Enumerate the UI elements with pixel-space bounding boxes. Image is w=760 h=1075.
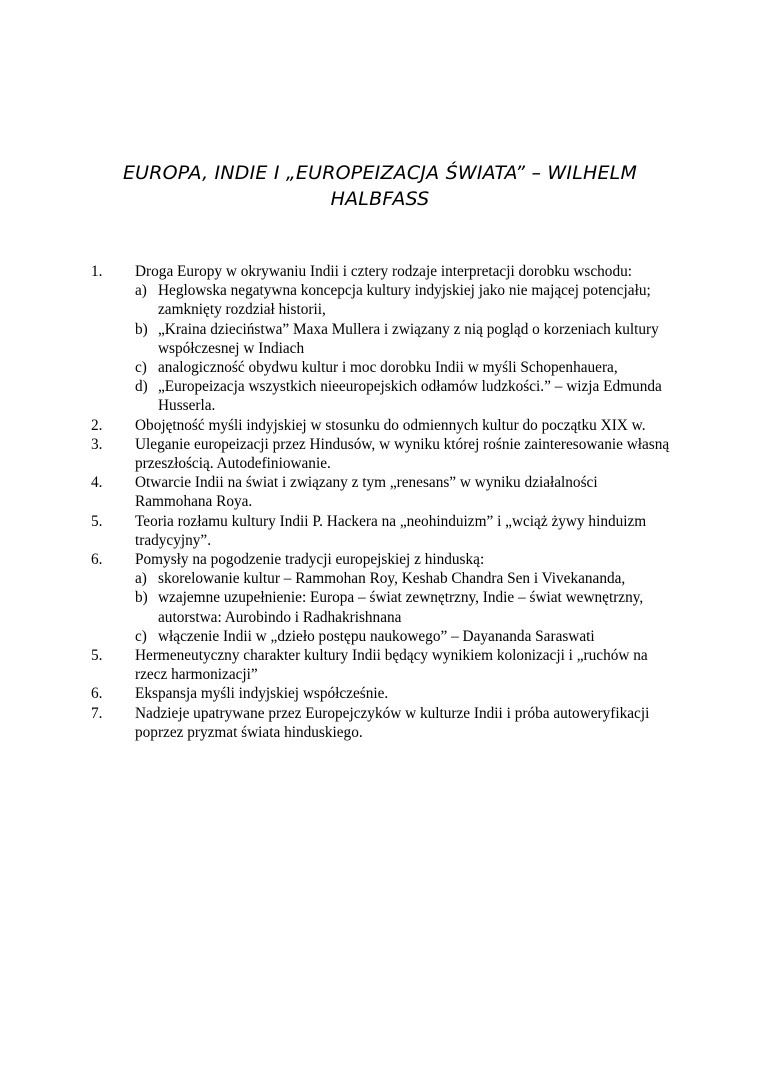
list-item <box>0 435 670 473</box>
item-number: 5. <box>91 512 103 530</box>
sub-item-letter: c) <box>135 359 147 377</box>
sub-item-letter: a) <box>135 282 147 300</box>
list-item <box>0 704 670 742</box>
sub-item <box>0 588 670 626</box>
item-number: 6. <box>91 551 103 569</box>
sub-item-text: włączenie Indii w „dzieło postępu naukowego” – Dayananda Saraswati <box>158 627 595 645</box>
sub-item <box>0 281 670 319</box>
list-item <box>0 550 670 569</box>
list-item <box>0 646 670 684</box>
list-item <box>0 512 670 550</box>
sub-item-text: analogiczność obydwu kultur i moc dorobku Indii w myśli Schopenhauera, <box>158 359 618 377</box>
item-number: 5. <box>91 647 103 665</box>
item-text: Otwarcie Indii na świat i związany z tym „renesans” w wyniku działalności Rammohana Roya. <box>135 474 598 511</box>
item-text: Ekspansja myśli indyjskiej współcześnie. <box>135 685 389 703</box>
sub-item-letter: d) <box>135 378 148 396</box>
item-text: Uleganie europeizacji przez Hindusów, w wyniku której rośnie zainteresowanie własną przeszłością. Autodefiniowanie. <box>135 435 670 473</box>
document-title: EUROPA, INDIE I „EUROPEIZACJA ŚWIATA” – WILHELM HALBFASS <box>122 162 638 210</box>
item-number: 1. <box>91 263 103 280</box>
item-number: 3. <box>91 435 103 453</box>
sub-item-letter: b) <box>135 320 148 338</box>
outline-list <box>0 262 760 742</box>
item-text: Pomysły na pogodzenie tradycji europejskiej z hinduską: <box>135 551 485 569</box>
item-number: 6. <box>91 685 103 703</box>
list-item <box>0 416 670 435</box>
sub-item-text: „Kraina dzieciństwa” Maxa Mullera i związany z nią pogląd o korzeniach kultury współczesnej w Indiach <box>158 320 659 357</box>
list-item <box>0 262 670 281</box>
item-number: 4. <box>91 474 103 492</box>
item-text: Droga Europy w okrywaniu Indii i cztery rodzaje interpretacji dorobku wschodu: <box>135 263 632 280</box>
list-item <box>0 684 670 703</box>
sub-item-text: „Europeizacja wszystkich nieeuropejskich odłamów ludzkości.” – wizja Edmunda Husserla. <box>158 378 662 415</box>
item-text: Hermeneutyczny charakter kultury Indii będący wynikiem kolonizacji i „ruchów na rzecz harmonizacji” <box>135 647 648 684</box>
sub-item-text: wzajemne uzupełnienie: Europa – świat zewnętrzny, Indie – świat wewnętrzny, autorstwa: Aurobindo i Radhakrishnana <box>158 589 644 626</box>
list-item <box>0 473 670 511</box>
item-text: Teoria rozłamu kultury Indii P. Hackera na „neohinduizm” i „wciąż żywy hinduizm tradycyjny”. <box>135 512 647 549</box>
sub-item-letter: b) <box>135 589 148 607</box>
item-text: Obojętność myśli indyjskiej w stosunku do odmiennych kultur do początku XIX w. <box>135 416 646 434</box>
item-number: 7. <box>91 704 103 722</box>
item-number: 2. <box>91 416 103 434</box>
sub-item <box>0 377 670 415</box>
sub-item-letter: a) <box>135 570 147 588</box>
sub-item <box>0 569 670 588</box>
sub-item-text: skorelowanie kultur – Rammohan Roy, Keshab Chandra Sen i Vivekananda, <box>158 570 626 588</box>
sub-item <box>0 320 670 358</box>
item-text: Nadzieje upatrywane przez Europejczyków w kulturze Indii i próba autoweryfikacji poprzez pryzmat świata hinduskiego. <box>135 704 650 741</box>
sub-item-letter: c) <box>135 627 147 645</box>
sub-item <box>0 627 670 646</box>
sub-item-text: Heglowska negatywna koncepcja kultury indyjskiej jako nie mającej potencjału; zamknięty rozdział historii, <box>158 282 651 319</box>
sub-item <box>0 358 670 377</box>
